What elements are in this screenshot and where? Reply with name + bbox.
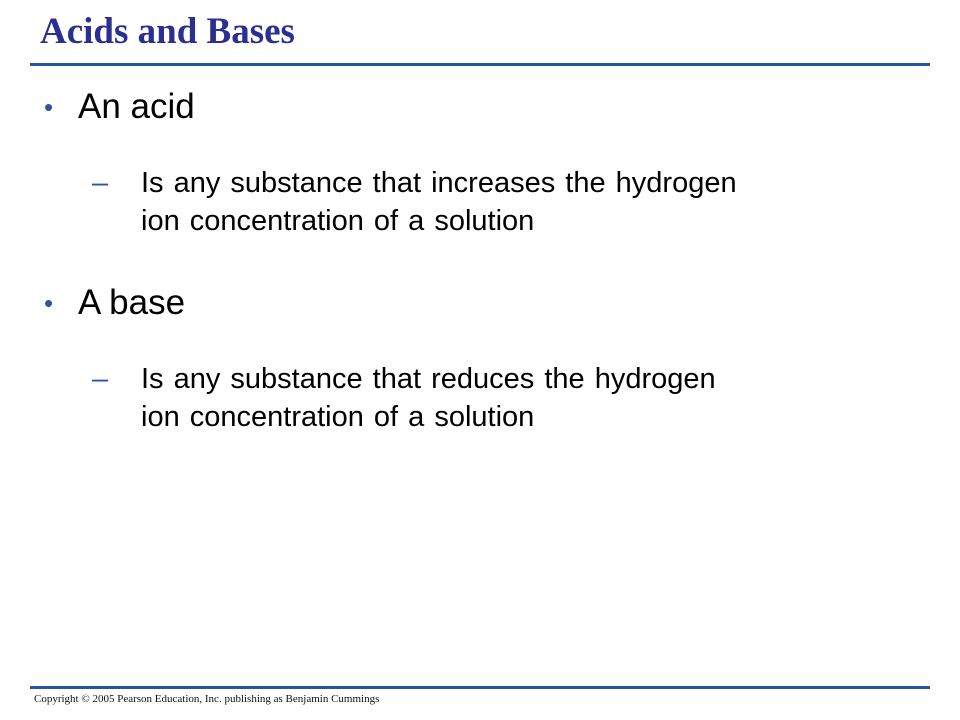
- bullet-marker: •: [44, 288, 54, 318]
- bullet-label: An acid: [78, 87, 195, 126]
- subpoint-base-definition: [92, 360, 912, 440]
- dash-marker: –: [92, 363, 109, 395]
- subpoint-acid-definition: [92, 164, 912, 244]
- copyright-footer: Copyright © 2005 Pearson Education, Inc. publishing as Benjamin Cummings: [34, 693, 380, 705]
- subpoint-text: [141, 360, 921, 436]
- footer-rule: [30, 686, 930, 689]
- bullet-marker: •: [44, 92, 54, 122]
- dash-marker: –: [92, 167, 109, 199]
- subpoint-line-1: Is any substance that increases the hydrogen: [141, 167, 737, 199]
- bullet-label: A base: [78, 283, 186, 322]
- subpoint-line-2: ion concentration of a solution: [141, 205, 535, 237]
- subpoint-text: [141, 164, 921, 240]
- subpoint-line-2: ion concentration of a solution: [141, 401, 535, 433]
- slide-title: Acids and Bases: [40, 11, 295, 52]
- subpoint-line-1: Is any substance that reduces the hydrogen: [141, 363, 716, 395]
